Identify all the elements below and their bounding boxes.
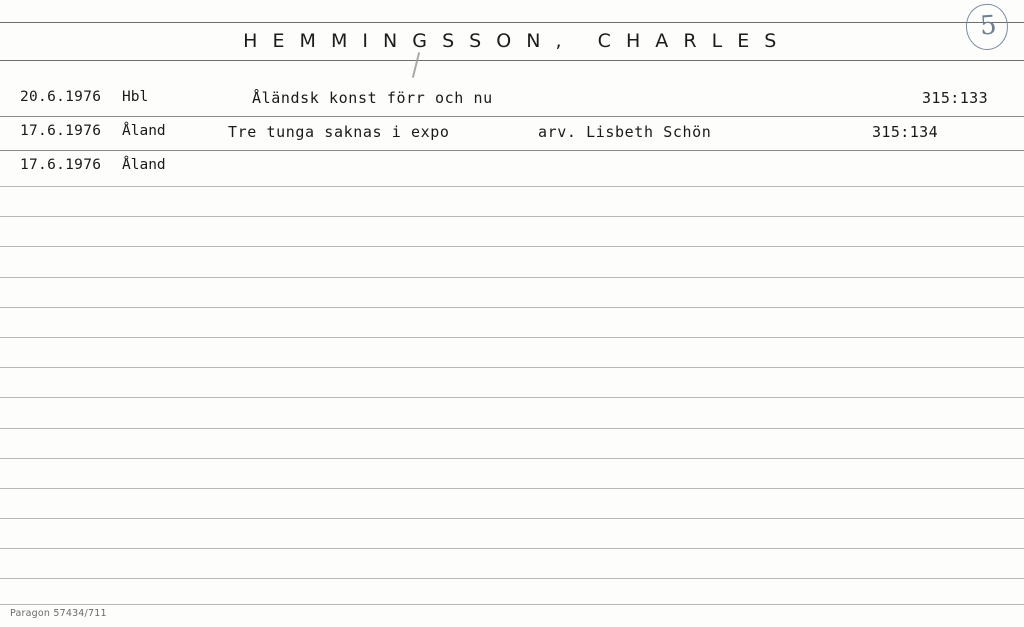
- page-title: H E M M I N G S S O N , C H A R L E S: [243, 30, 781, 52]
- rule-blank: [0, 216, 1024, 217]
- rule-blank: [0, 277, 1024, 278]
- rule-blank: [0, 337, 1024, 338]
- rule-row-1: [0, 116, 1024, 117]
- pencil-slash-mark: [412, 52, 420, 78]
- rule-blank: [0, 578, 1024, 579]
- rule-blank: [0, 488, 1024, 489]
- rule-blank: [0, 246, 1024, 247]
- entry-reference: 315:134: [872, 123, 939, 141]
- card-number-label: 5: [978, 10, 998, 42]
- rule-top: [0, 22, 1024, 23]
- entry-reference: 315:133: [922, 89, 989, 107]
- entry-date: 20.6.1976: [20, 89, 102, 105]
- entry-row: [0, 89, 1024, 123]
- entry-source: Hbl: [122, 89, 149, 105]
- rule-blank: [0, 186, 1024, 187]
- entry-title: Åländsk konst förr och nu: [252, 89, 493, 107]
- rule-blank: [0, 518, 1024, 519]
- entry-title: Tre tunga saknas i expo: [228, 123, 450, 141]
- rule-blank: [0, 307, 1024, 308]
- card-number: [966, 4, 1008, 50]
- rule-row-2: [0, 150, 1024, 151]
- entry-row: [0, 123, 1024, 157]
- rule-blank: [0, 548, 1024, 549]
- entry-note: arv. Lisbeth Schön: [538, 123, 712, 141]
- rule-bottom: [0, 604, 1024, 605]
- entry-source: Åland: [122, 157, 166, 173]
- rule-blank: [0, 367, 1024, 368]
- entry-date: 17.6.1976: [20, 157, 102, 173]
- entry-source: Åland: [122, 123, 166, 139]
- printer-imprint: Paragon 57434/711: [10, 608, 107, 619]
- entry-date: 17.6.1976: [20, 123, 102, 139]
- rule-blank: [0, 458, 1024, 459]
- rule-under-title: [0, 60, 1024, 61]
- rule-blank: [0, 428, 1024, 429]
- rule-blank: [0, 397, 1024, 398]
